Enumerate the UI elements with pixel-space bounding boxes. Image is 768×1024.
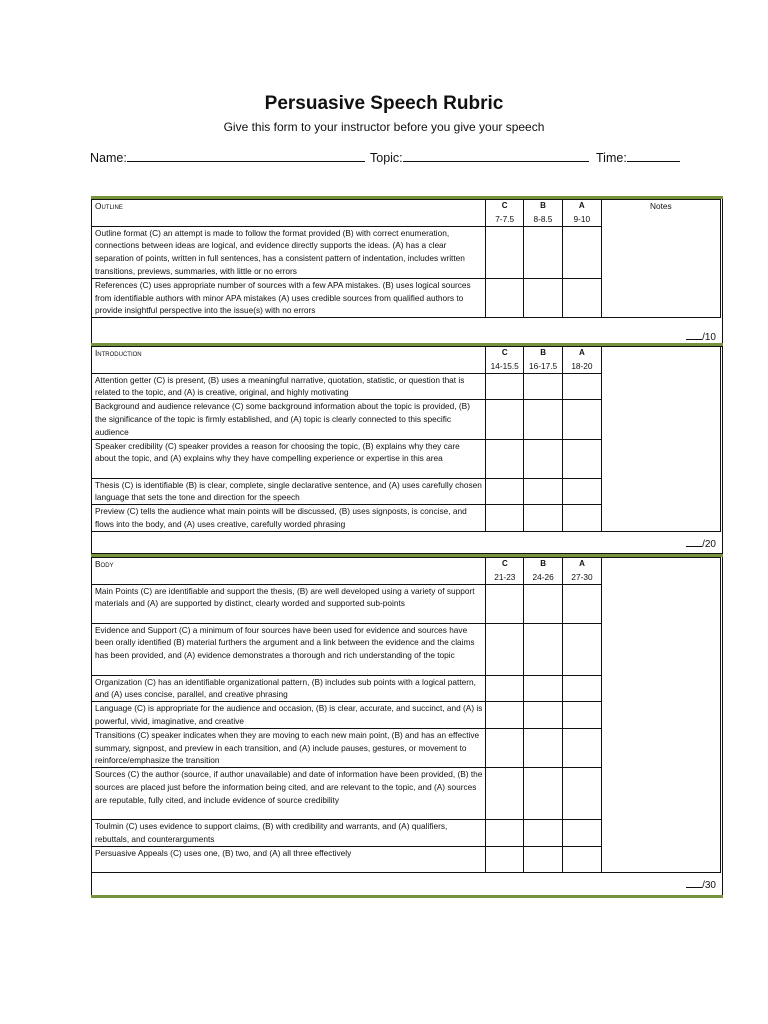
criterion-text: Transitions (C) speaker indicates when they are moving to each new main point, (B) and has an effective summary, signpost, and preview in each transition, and (A) include pauses, gestures, or movement to reinforce/emphasize the transition — [92, 728, 486, 767]
criterion-text: References (C) uses appropriate number of sources with a few APA mistakes. (B) uses logical sources from identifiable authors with minor APA mistakes (A) uses credible sources from qualified authors to provide insightful perspective into the issue(s) with no errors — [92, 278, 486, 317]
notes-header: Notes — [601, 200, 720, 318]
score-cell[interactable] — [562, 226, 601, 278]
score-cell[interactable] — [524, 623, 563, 675]
criterion-text: Background and audience relevance (C) some background information about the topic is provided, (B) the significance of the topic is firmly established, and (A) topic is clearly connected to this specific audience — [92, 400, 486, 439]
score-cell[interactable] — [524, 439, 563, 478]
score-cell[interactable] — [486, 505, 524, 532]
student-info-fields — [90, 149, 690, 165]
criterion-text: Thesis (C) is identifiable (B) is clear, complete, single declarative sentence, and (A) uses carefully chosen language that sets the tone and direction for the speech — [92, 478, 486, 505]
outline-section — [91, 199, 723, 347]
introduction-section — [91, 346, 723, 554]
name-blank[interactable] — [127, 149, 365, 162]
score-cell[interactable] — [524, 846, 563, 872]
score-cell[interactable] — [563, 702, 602, 729]
criterion-text: Evidence and Support (C) a minimum of four sources have been used for evidence and sources have been orally identified (B) material furthers the argument and a link between the evidence and the claims has been provided, and (A) evidence demonstrates a thorough and rich understanding of the topic — [92, 623, 486, 675]
section-divider — [91, 895, 723, 898]
grade-c-header: C 7-7.5 — [486, 200, 524, 227]
score-cell[interactable] — [486, 478, 524, 505]
score-cell[interactable] — [486, 373, 524, 400]
page-title: Persuasive Speech Rubric — [264, 93, 504, 114]
score-cell[interactable] — [563, 400, 602, 439]
introduction-heading: Introduction — [92, 347, 486, 374]
score-cell[interactable] — [524, 702, 563, 729]
grade-b-header: B 24-26 — [524, 558, 563, 585]
score-cell[interactable] — [486, 278, 524, 317]
score-cell[interactable] — [563, 768, 602, 820]
score-cell[interactable] — [486, 702, 524, 729]
time-blank[interactable] — [627, 149, 680, 162]
section-total[interactable]: /10 — [686, 330, 716, 343]
notes-cell[interactable] — [601, 347, 720, 532]
score-cell[interactable] — [486, 400, 524, 439]
criterion-text: Persuasive Appeals (C) uses one, (B) two, and (A) all three effectively — [92, 846, 486, 872]
score-cell[interactable] — [486, 226, 524, 278]
score-cell[interactable] — [486, 728, 524, 767]
grade-a-header: A 27-30 — [563, 558, 602, 585]
score-cell[interactable] — [486, 623, 524, 675]
criterion-text: Language (C) is appropriate for the audience and occasion, (B) is clear, accurate, and succinct, and (A) is powerful, vivid, imaginative, and creative — [92, 702, 486, 729]
criterion-text: Speaker credibility (C) speaker provides a reason for choosing the topic, (B) explains why they care about the topic, and (A) explains why they have compelling experience or expertise in this area — [92, 439, 486, 478]
score-cell[interactable] — [562, 278, 601, 317]
score-cell[interactable] — [563, 478, 602, 505]
score-cell[interactable] — [524, 226, 563, 278]
score-cell[interactable] — [524, 400, 563, 439]
score-cell[interactable] — [486, 768, 524, 820]
score-cell[interactable] — [524, 675, 563, 702]
score-cell[interactable] — [486, 820, 524, 847]
grade-c-header: C 14-15.5 — [486, 347, 524, 374]
score-cell[interactable] — [563, 439, 602, 478]
score-cell[interactable] — [563, 820, 602, 847]
name-label: Name: — [90, 151, 127, 165]
score-cell[interactable] — [563, 675, 602, 702]
criterion-text: Main Points (C) are identifiable and support the thesis, (B) are well developed using a variety of support materials and (A) are supported by distinct, clearly worded and supported sub-points — [92, 584, 486, 623]
grade-a-header: A 18-20 — [563, 347, 602, 374]
criterion-text: Outline format (C) an attempt is made to follow the format provided (B) with correct enumeration, connections between ideas are logical, and evidence directly supports the ideas. (A) has a clear separation of points, written in full sentences, has a consistent pattern of indentation, includes written transitions, previews, summaries, with little or no errors — [92, 226, 486, 278]
criterion-text: Organization (C) has an identifiable organizational pattern, (B) includes sub points with a logical pattern, and (A) uses concise, parallel, and creative phrasing — [92, 675, 486, 702]
grade-a-header: A 9-10 — [562, 200, 601, 227]
score-cell[interactable] — [563, 505, 602, 532]
score-cell[interactable] — [486, 846, 524, 872]
score-cell[interactable] — [524, 478, 563, 505]
score-cell[interactable] — [563, 728, 602, 767]
body-heading: Body — [92, 558, 486, 585]
body-section — [91, 557, 723, 896]
score-cell[interactable] — [563, 846, 602, 872]
name-field[interactable] — [90, 149, 365, 165]
notes-cell[interactable] — [601, 558, 720, 873]
outline-table — [91, 199, 721, 318]
grade-b-header: B 16-17.5 — [524, 347, 563, 374]
criterion-text: Preview (C) tells the audience what main points will be discussed, (B) uses signposts, is concise, and flows into the body, and (A) uses creative, carefully worded phrasing — [92, 505, 486, 532]
score-cell[interactable] — [524, 278, 563, 317]
grade-c-header: C 21-23 — [486, 558, 524, 585]
score-cell[interactable] — [524, 768, 563, 820]
score-cell[interactable] — [486, 439, 524, 478]
section-total[interactable]: /20 — [686, 537, 716, 550]
score-cell[interactable] — [486, 675, 524, 702]
body-table — [91, 557, 721, 873]
introduction-table — [91, 346, 721, 532]
outline-heading: Outline — [92, 200, 486, 227]
topic-label: Topic: — [370, 151, 403, 165]
score-cell[interactable] — [486, 584, 524, 623]
topic-field[interactable] — [370, 149, 589, 165]
grade-b-header: B 8-8.5 — [524, 200, 563, 227]
score-cell[interactable] — [524, 728, 563, 767]
topic-blank[interactable] — [403, 149, 589, 162]
score-cell[interactable] — [524, 505, 563, 532]
score-cell[interactable] — [563, 584, 602, 623]
section-total[interactable]: /30 — [686, 878, 716, 891]
criterion-text: Sources (C) the author (source, if author unavailable) and date of information have been provided, (B) the sources are placed just before the information being cited, and are relevant to the topic, and (A) sources are reputable, fully cited, and include evidence of source credibility — [92, 768, 486, 820]
score-cell[interactable] — [524, 584, 563, 623]
score-cell[interactable] — [524, 820, 563, 847]
time-field[interactable] — [596, 149, 680, 165]
score-cell[interactable] — [563, 373, 602, 400]
criterion-text: Toulmin (C) uses evidence to support claims, (B) with credibility and warrants, and (A) qualifiers, rebuttals, and counterarguments — [92, 820, 486, 847]
score-cell[interactable] — [563, 623, 602, 675]
criterion-text: Attention getter (C) is present, (B) uses a meaningful narrative, quotation, statistic, or question that is related to the topic, and (A) is creative, original, and highly motivating — [92, 373, 486, 400]
time-label: Time: — [596, 151, 627, 165]
score-cell[interactable] — [524, 373, 563, 400]
page-subtitle: Give this form to your instructor before you give your speech — [223, 120, 545, 134]
